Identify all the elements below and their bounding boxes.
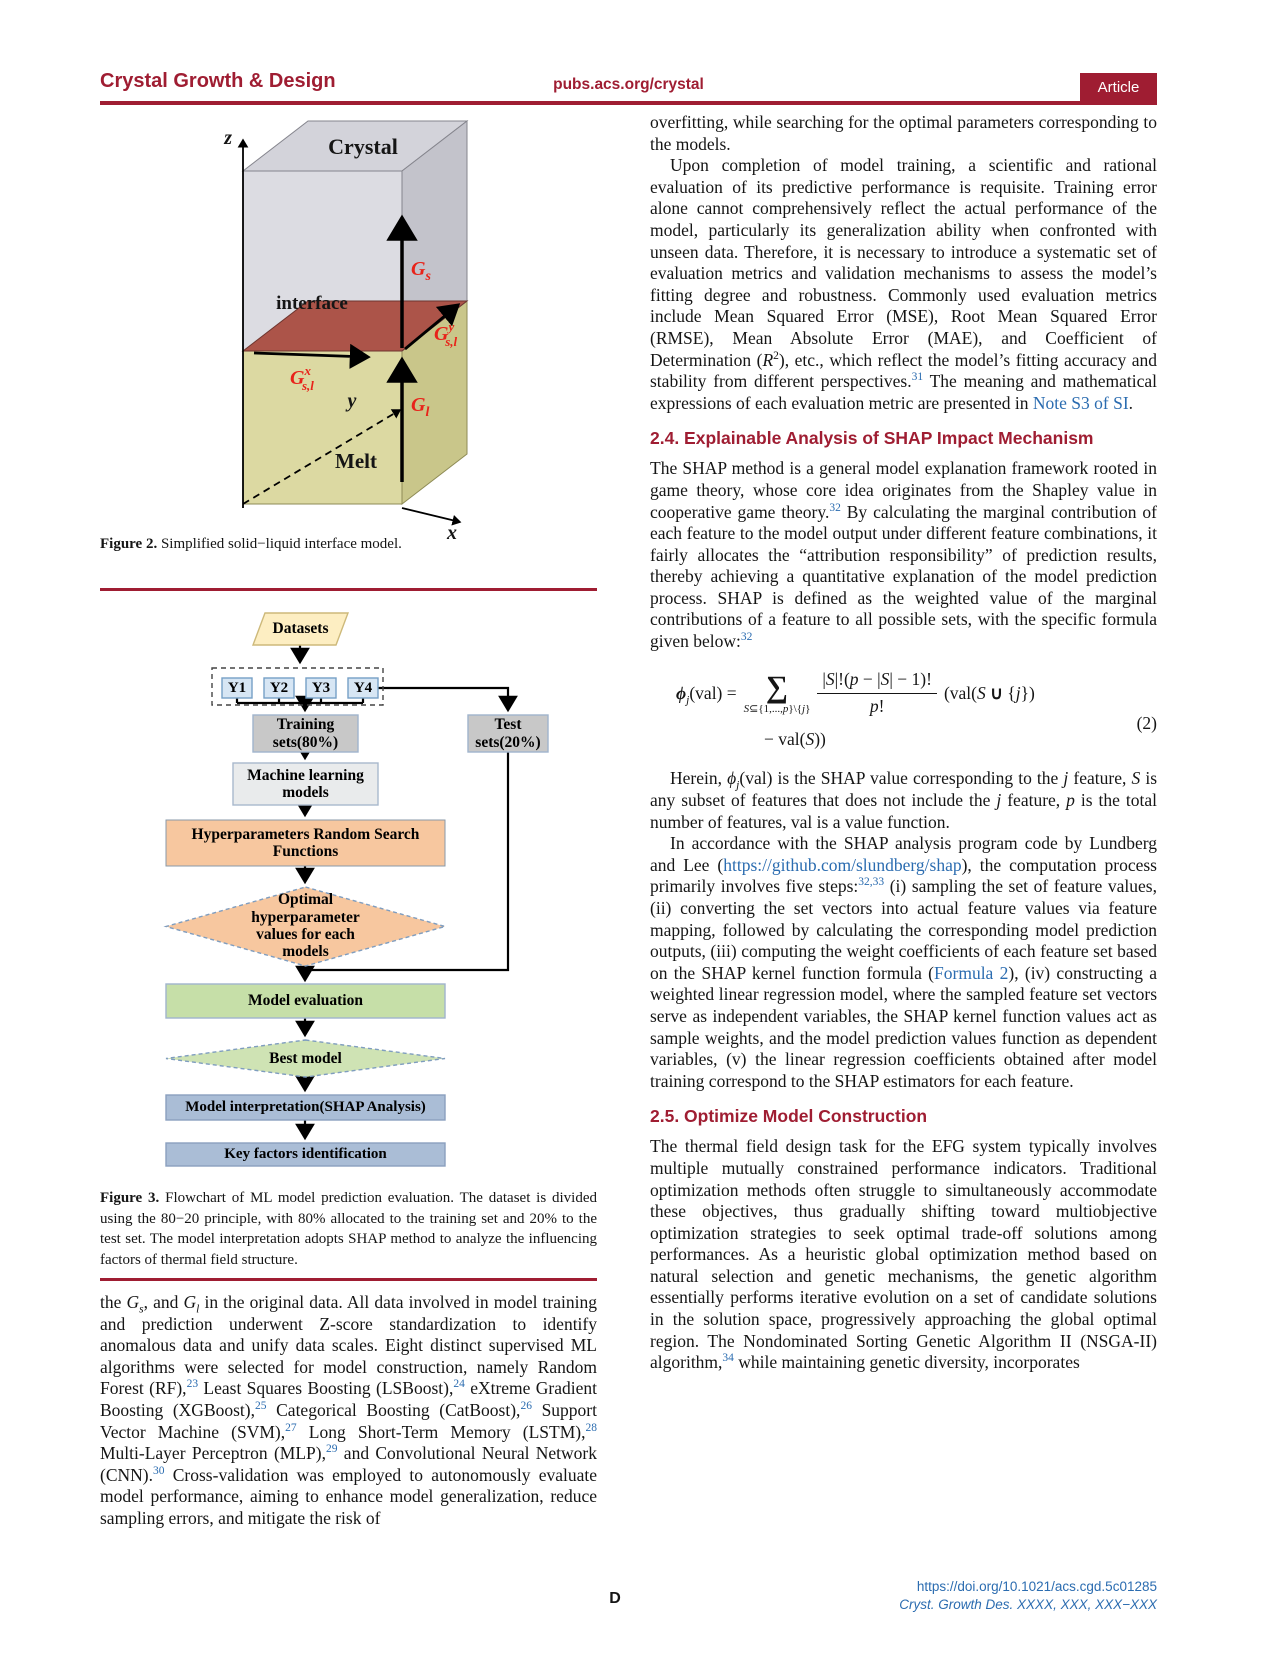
hyperparameters-node-label: Hyperparameters Random Search Functions bbox=[191, 825, 420, 860]
x-axis-label: x bbox=[447, 522, 457, 543]
text-run: 2 bbox=[773, 349, 779, 362]
paragraph-overfitting: overfitting, while searching for the optimal parameters corresponding to the models. bbox=[650, 112, 1157, 154]
text-run: j bbox=[1015, 682, 1021, 703]
reference-superscript[interactable]: 30 bbox=[152, 1464, 165, 1477]
text-run: S bbox=[825, 668, 835, 689]
melt-front-face bbox=[243, 351, 402, 504]
text-run: j bbox=[736, 779, 740, 792]
figure-3-caption bbox=[100, 1188, 597, 1270]
text-run: G bbox=[183, 1292, 197, 1312]
article-type-badge: Article bbox=[1080, 73, 1157, 101]
text-run: p bbox=[849, 668, 859, 689]
text-run: ϕ bbox=[727, 768, 737, 789]
figure-3-caption-label: Figure 3. bbox=[100, 1190, 160, 1206]
reference-superscript[interactable]: 23 bbox=[186, 1378, 199, 1391]
reference-superscript[interactable]: 32 bbox=[740, 631, 753, 644]
figure-2 bbox=[100, 108, 597, 543]
text-run: S bbox=[805, 729, 815, 750]
text-run: p bbox=[1066, 790, 1075, 810]
section-heading-2-4: 2.4. Explainable Analysis of SHAP Impact Mechanism bbox=[650, 428, 1094, 449]
reference-superscript[interactable]: 29 bbox=[325, 1443, 338, 1456]
text-run: ∪ bbox=[990, 682, 1003, 703]
fraction-denominator: p! bbox=[869, 695, 885, 716]
reference-superscript[interactable]: 34 bbox=[722, 1352, 734, 1365]
equation-2 bbox=[650, 669, 1157, 751]
reference-superscript[interactable]: 25 bbox=[255, 1400, 267, 1413]
paragraph-shap-method: The SHAP method is a general model explanation framework rooted in game theory, whose core idea originates from the Shapley value in cooperative game theory.$^{32}$ By calculating the marginal contribution of each feature to the model output under different feature combinations, it fairly allocates the “attribution responsibility” of prediction results, thereby achieving a quantitative explanation of the model prediction process. SHAP is defined as the weighted value of the marginal contributions of a feature to all possible sets, with the specific formula given below:$^{32}$ bbox=[650, 458, 1157, 652]
text-run: l bbox=[196, 1303, 200, 1316]
equation-line-2: − val(S)) bbox=[764, 729, 826, 750]
left-body-paragraph: the $G_s$, and $G_l$ in the original data. All data involved in model training and prediction underwent Z-score standardization to identify anomalous data and unify data scales. Eight distinct supervised ML algorithms were selected for model construction, namely Random Forest (RF),$^{23}$ Least Squares Boosting (LSBoost),$^{24}$ eXtreme Gradient Boosting (XGBoost),$^{25}$ Categorical Boosting (CatBoost),$^{26}$ Support Vector Machine (SVM),$^{27}$ Long Short-Term Memory (LSTM),$^{28}$ Multi-Layer Perceptron (MLP),$^{29}$ and Convolutional Neural Network (CNN).$^{30}$ Cross-validation was employed to autonomously evaluate model performance, aiming to enhance model generalization, reduce sampling errors, and mitigate the risk of bbox=[100, 1292, 598, 1528]
y4-node-label: Y4 bbox=[353, 679, 373, 696]
figure-2-caption-label: Figure 2. bbox=[100, 536, 158, 552]
crystal-label: Crystal bbox=[328, 134, 398, 159]
text-run: s bbox=[139, 1303, 144, 1316]
sigma-symbol: ∑ bbox=[765, 669, 789, 705]
best-model-diamond-label: Best model bbox=[269, 1049, 342, 1067]
text-run: j bbox=[686, 694, 690, 707]
reference-superscript[interactable]: 32,33 bbox=[858, 876, 885, 889]
key-factors-node-label: Key factors identification bbox=[224, 1146, 387, 1163]
text-run: j bbox=[1063, 768, 1069, 789]
interface-label: interface bbox=[276, 293, 348, 314]
fraction bbox=[817, 669, 937, 718]
evaluation-node-label: Model evaluation bbox=[248, 992, 363, 1010]
figure-2-caption-text: Simplified solid−liquid interface model. bbox=[157, 536, 402, 552]
text-run: S bbox=[1131, 768, 1141, 789]
page-number: D bbox=[609, 1590, 621, 1607]
reference-superscript[interactable]: 26 bbox=[520, 1400, 532, 1413]
journal-title: Crystal Growth & Design bbox=[100, 70, 336, 92]
summation bbox=[744, 671, 811, 715]
text-run: S bbox=[743, 703, 750, 716]
paragraph-optimize-model: The thermal field design task for the EFG system typically involves multiple mutually constrained performance indicators. Traditional optimization methods often struggle to simultaneously accommodate these objectives, thus gradually shifting toward multiobjective optimization strategies to seek optimal trade-off solutions among performances. As a heuristic global optimization method based on natural selection and genetic mechanisms, the genetic algorithm essentially performs iterative evolution on a set of candidate solutions in the solution space, progressively approaching the global optimal region. The Nondominated Sorting Genetic Algorithm II (NSGA-II) algorithm,$^{34}$ while maintaining genetic diversity, incorporates bbox=[650, 1136, 1157, 1373]
section-heading-2-5: 2.5. Optimize Model Construction bbox=[650, 1106, 928, 1127]
figure-2-caption bbox=[100, 534, 597, 555]
reference-superscript[interactable]: 24 bbox=[453, 1378, 465, 1391]
text-run: j bbox=[802, 703, 806, 716]
arrow-to-test bbox=[378, 688, 508, 710]
column-divider bbox=[100, 1278, 597, 1281]
y-axis-label: y bbox=[347, 390, 357, 412]
inline-link[interactable]: Note S3 of SI bbox=[1032, 392, 1129, 413]
fraction-numerator: |S|!(p − |S| − 1)! bbox=[817, 669, 937, 694]
text-run: p bbox=[782, 703, 789, 716]
interpretation-node-label: Model interpretation(SHAP Analysis) bbox=[185, 1099, 426, 1116]
text-run: (val) = bbox=[689, 682, 737, 703]
text-run: R bbox=[762, 349, 774, 370]
gslx-label: $G^x$ s,l bbox=[290, 363, 314, 393]
journal-citation: Cryst. Growth Des. XXXX, XXX, XXX−XXX bbox=[899, 1597, 1157, 1612]
text-run: j bbox=[996, 790, 1002, 810]
figure-3-caption-text: Flowchart of ML model prediction evaluation. The dataset is divided using the 80−20 principle, with 80% allocated to the training set and 20% to the test set. The model interpretation adopts SHAP method to analyze the influencing factors of thermal field structure. bbox=[100, 1190, 598, 1268]
paragraph-shap-steps: In accordance with the SHAP analysis program code by Lundberg and Lee (https://github.com/slundberg/shap), the computation process primarily involves five steps:$^{32,33}$ (i) sampling the set of feature values, (ii) converting the set vectors into actual feature values via feature mapping, followed by calculating the corresponding model prediction outputs, (iii) computing the weight coefficients of each feature set based on the SHAP kernel function formula (Formula 2), (iv) constructing a weighted linear regression model, where the sampled feature set vectors serve as independent variables, the SHAP kernel function values act as sample weights, and the model prediction values function as dependent variables, (v) the linear regression coefficients obtained after model training correspond to the SHAP estimators for each feature. bbox=[650, 833, 1158, 1091]
equation-lhs bbox=[676, 682, 737, 707]
optimal-diamond-label: Optimal hyperparameter values for each models bbox=[251, 891, 360, 961]
gs-label: $G_s$ bbox=[411, 258, 431, 284]
paragraph-herein: Herein, $\phi_j(val)$ is the SHAP value corresponding to the j feature, S is any subset of features that does not include the j feature, p is the total number of features, val is a value function. bbox=[650, 768, 1158, 832]
figure-3 bbox=[100, 600, 597, 1180]
test-node-label: Test sets(20%) bbox=[475, 716, 541, 751]
equation-body bbox=[650, 669, 1137, 751]
reference-superscript[interactable]: 27 bbox=[285, 1421, 297, 1434]
targets-bracket bbox=[237, 698, 363, 703]
paragraph-model-evaluation-metrics: Upon completion of model training, a scientific and rational evaluation of its predictive performance is requisite. Training error alone cannot comprehensively reflect the actual performance of the model, particularly its generalization ability when confronted with unseen data. Therefore, it is necessary to introduce a systematic set of evaluation metrics and validation mechanisms to assess the model’s fitting degree and robustness. Commonly used evaluation metrics include Mean Squared Error (MSE), Root Mean Squared Error (RMSE), Mean Absolute Error (MAE), and Coefficient of Determination $(R^2)$, etc., which reflect the model’s fitting accuracy and stability from different perspectives.$^{31}$ The meaning and mathematical expressions of each evaluation metric are presented in Note S3 of SI. bbox=[650, 155, 1157, 413]
y2-node-label: Y2 bbox=[269, 679, 289, 696]
gsly-label: $G^y$ s,l bbox=[434, 319, 458, 349]
text-run: ϕ bbox=[676, 682, 687, 703]
reference-superscript[interactable]: 32 bbox=[829, 501, 841, 514]
x-axis bbox=[402, 508, 460, 522]
doi-link[interactable]: https://doi.org/10.1021/acs.cgd.5c01285 bbox=[916, 1579, 1157, 1594]
gl-label: $G_l$ bbox=[411, 394, 430, 420]
equation-number: (2) bbox=[1136, 713, 1157, 734]
summation-subscript: S⊆{1,...,p}\{j} bbox=[743, 703, 811, 716]
ml-models-node-label: Machine learning models bbox=[247, 766, 364, 801]
text-run: S bbox=[976, 682, 986, 703]
equation-tail: (val(S ∪ {j}) bbox=[943, 682, 1035, 703]
datasets-node-label: Datasets bbox=[272, 620, 329, 638]
y3-node-label: Y3 bbox=[311, 679, 331, 696]
inline-link[interactable]: https://github.com/slundberg/shap bbox=[723, 854, 962, 875]
right-column bbox=[650, 112, 1157, 1374]
header-rule bbox=[100, 101, 1157, 105]
column-divider bbox=[100, 588, 597, 591]
footer-citation-block bbox=[650, 1578, 1157, 1614]
reference-superscript[interactable]: 31 bbox=[911, 371, 924, 384]
training-node-label: Training sets(80%) bbox=[272, 716, 339, 751]
text-run: p bbox=[869, 695, 879, 716]
y1-node-label: Y1 bbox=[227, 679, 247, 696]
text-run: S bbox=[880, 668, 890, 689]
melt-label: Melt bbox=[335, 449, 377, 473]
z-axis-label: z bbox=[224, 127, 232, 149]
reference-superscript[interactable]: 28 bbox=[585, 1421, 597, 1434]
text-run: G bbox=[126, 1292, 140, 1312]
inline-link[interactable]: Formula 2 bbox=[934, 962, 1009, 983]
journal-url: pubs.acs.org/crystal bbox=[553, 76, 704, 93]
solid-liquid-interface-diagram bbox=[100, 108, 597, 543]
